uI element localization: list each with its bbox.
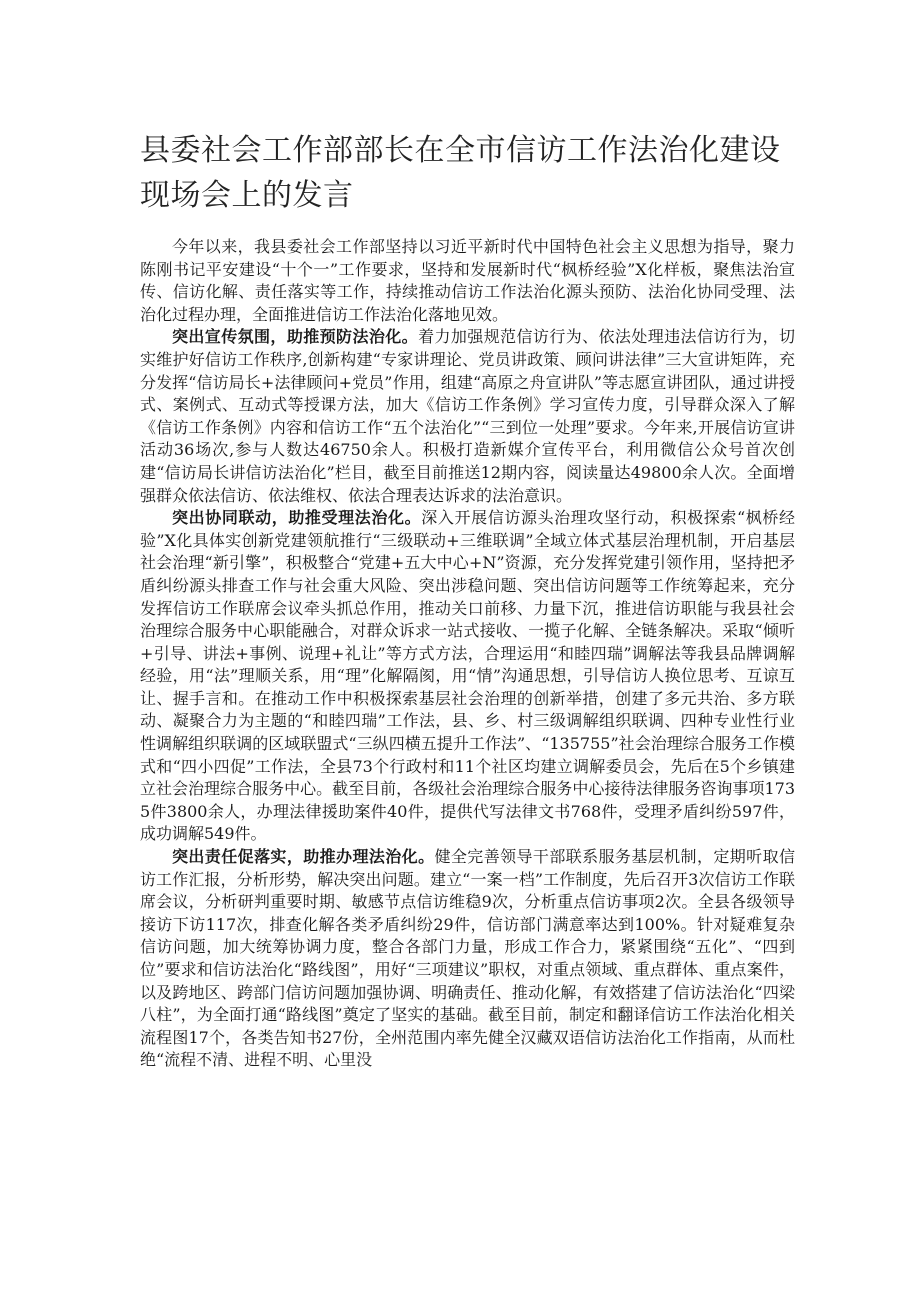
document-page <box>140 128 795 1072</box>
paragraph-intro <box>140 236 795 326</box>
paragraph-text: 今年以来，我县委社会工作部坚持以习近平新时代中国特色社会主义思想为指导，聚力陈刚书记平安建设“十个一”工作要求，坚持和发展新时代“枫桥经验”X化样板，聚焦法治宣传、信访化解、责任落实等工作，持续推动信访工作法治化源头预防、法治化协同受理、法治化过程办理，全面推进信访工作法治化落地见效。 <box>140 237 795 324</box>
paragraph-publicity <box>140 326 795 507</box>
paragraph-lead: 突出协同联动，助推受理法治化。 <box>172 508 422 528</box>
paragraph-text: 深入开展信访源头治理攻坚行动，积极探索“枫桥经验”X化具体实创新党建领航推行“三级联动+三维联调”全域立体式基层治理机制，开启基层社会治理“新引擎”，积极整合“党建+五大中心+N”资源，充分发挥党建引领作用，坚持把矛盾纠纷源头排查工作与社会重大风险、突出涉稳问题、突出信访问题等工作统筹起来，充分发挥信访工作联席会议牵头抓总作用，推动关口前移、力量下沉，推进信访职能与我县社会治理综合服务中心职能融合，对群众诉求一站式接收、一揽子化解、全链条解决。采取“倾听+引导、讲法+事例、说理+礼让”等方式方法，合理运用“和睦四瑞”调解法等我县品牌调解经验，用“法”理顺关系，用“理”化解隔阂，用“情”沟通思想，引导信访人换位思考、互谅互让、握手言和。在推动工作中积极探索基层社会治理的创新举措，创建了多元共治、多方联动、凝聚合力为主题的“和睦四瑞”工作法，县、乡、村三级调解组织联调、四种专业性行业性调解组织联调的区域联盟式“三纵四横五提升工作法”、“135755”社会治理综合服务工作模式和“四小四促”工作法，全县73个行政村和11个社区均建立调解委员会，先后在5个乡镇建立社会治理综合服务中心。截至目前，各级社会治理综合服务中心接待法律服务咨询事项1735件3800余人，办理法律援助案件40件，提供代写法律文书768件，受理矛盾纠纷597件，成功调解549件。 <box>140 508 795 844</box>
paragraph-lead: 突出宣传氛围，助推预防法治化。 <box>172 327 419 347</box>
paragraph-coordination <box>140 507 795 846</box>
paragraph-text: 健全完善领导干部联系服务基层机制，定期听取信访工作汇报，分析形势，解决突出问题。建立“一案一档”工作制度，先后召开3次信访工作联席会议，分析研判重要时期、敏感节点信访维稳9次，分析重点信访事项2次。全县各级领导接访下访117次，排查化解各类矛盾纠纷29件，信访部门满意率达到100%。针对疑难复杂信访问题，加大统筹协调力度，整合各部门力量，形成工作合力，紧紧围绕“五化”、“四到位”要求和信访法治化“路线图”，用好“三项建议”职权，对重点领域、重点群体、重点案件，以及跨地区、跨部门信访问题加强协调、明确责任、推动化解，有效搭建了信访法治化“四梁八柱”，为全面打通“路线图”奠定了坚实的基础。截至目前，制定和翻译信访工作法治化相关流程图17个，各类告知书27份，全州范围内率先健全汉藏双语信访法治化工作指南，从而杜绝“流程不清、进程不明、心里没 <box>140 847 795 1070</box>
paragraph-lead: 突出责任促落实，助推办理法治化。 <box>172 847 435 867</box>
paragraph-text: 着力加强规范信访行为、依法处理违法信访行为，切实维护好信访工作秩序,创新构建“专家讲理论、党员讲政策、顾问讲法律”三大宣讲矩阵，充分发挥“信访局长+法律顾问+党员”作用，组建“高原之舟宣讲队”等志愿宣讲团队，通过讲授式、案例式、互动式等授课方法，加大《信访工作条例》学习宣传力度，引导群众深入了解《信访工作条例》内容和信访工作“五个法治化”“三到位一处理”要求。今年来,开展信访宣讲活动36场次,参与人数达46750余人。积极打造新媒介宣传平台，利用微信公众号首次创建“信访局长讲信访法治化”栏目，截至目前推送12期内容，阅读量达49800余人次。全面增强群众依法信访、依法维权、依法合理表达诉求的法治意识。 <box>140 327 795 505</box>
paragraph-responsibility <box>140 846 795 1072</box>
document-title: 县委社会工作部部长在全市信访工作法治化建设现场会上的发言 <box>140 133 781 213</box>
